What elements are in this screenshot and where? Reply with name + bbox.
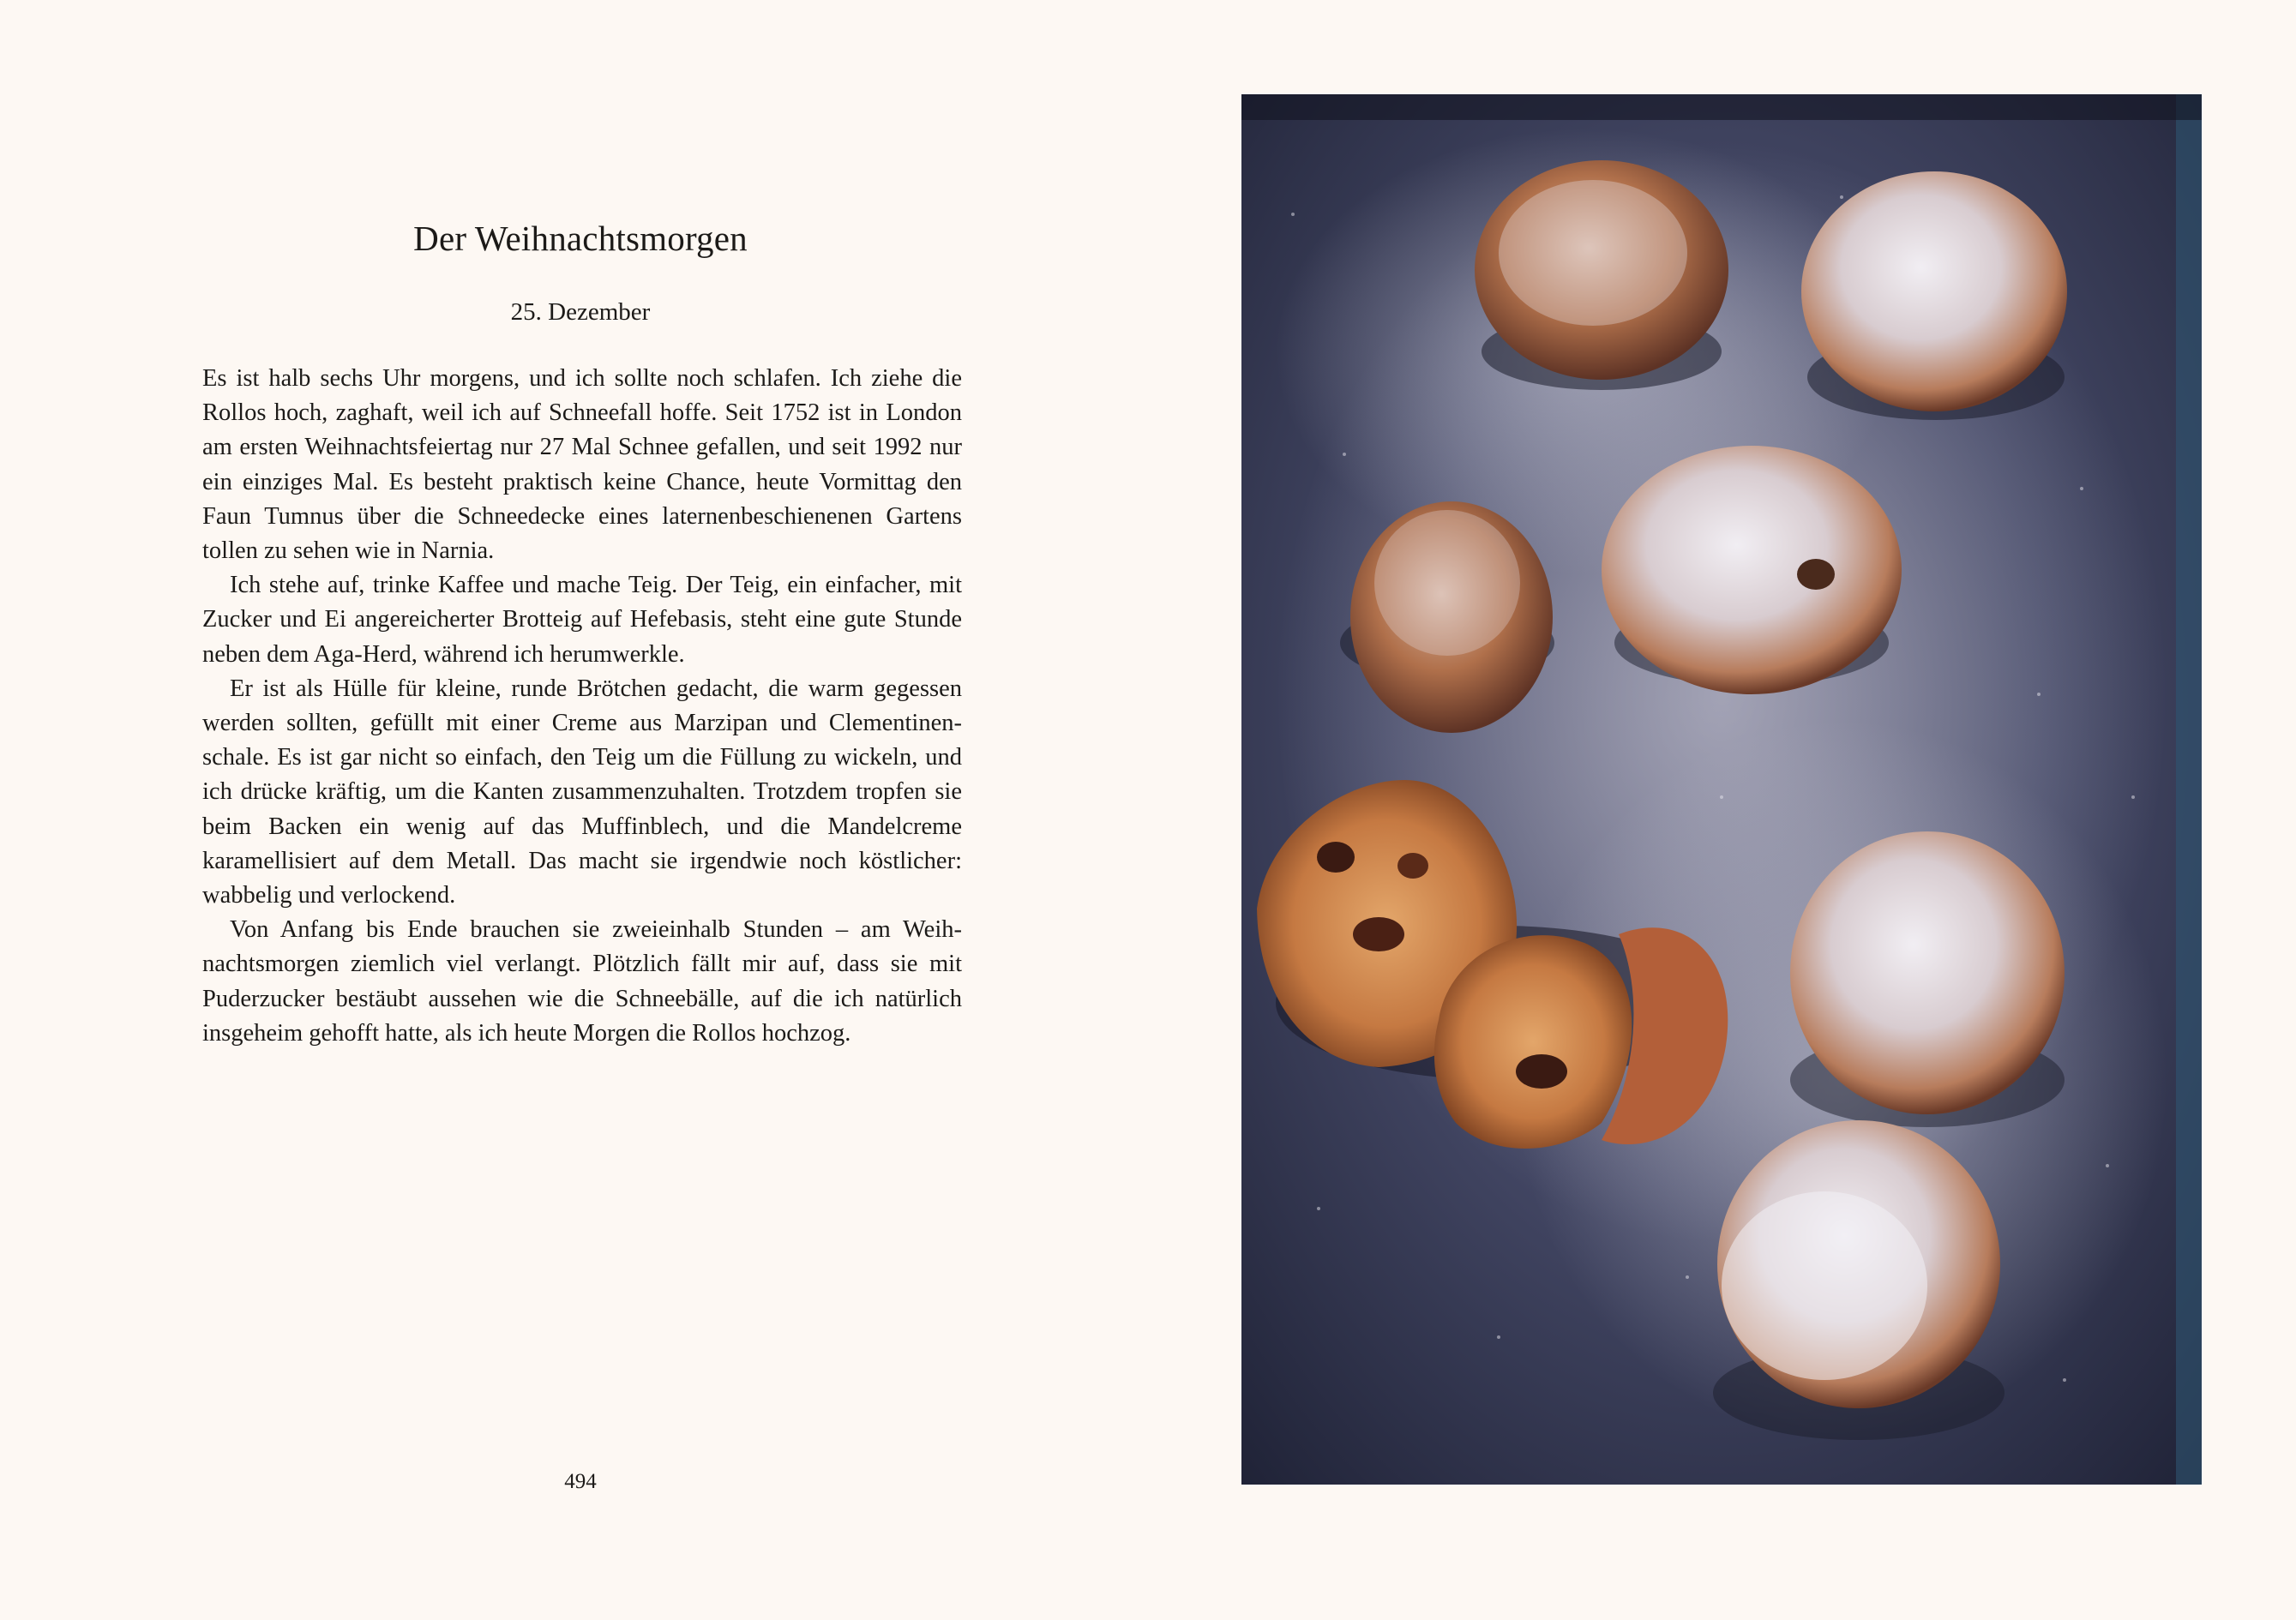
page-number: 494 [564, 1470, 597, 1493]
photo-sugared-buns-icon [1241, 94, 2202, 1485]
paragraph-1: Es ist halb sechs Uhr morgens, und ich sollte noch schlafen. Ich ziehe die Rollos hoch, zaghaft, weil ich auf Schneefall hoffe. Seit 1752 ist in London am ersten Weihnachtsfeiertag nur 27 Mal Schnee gefallen, und seit 1992 nur ein einziges Mal. Es besteht praktisch keine Chance, heute Vormittag den Faun Tumnus über die Schneedecke eines laternenbeschienenen Gartens tollen zu sehen wie in Narnia. [202, 365, 962, 565]
chapter-title: Der Weihnachtsmorgen [413, 219, 748, 258]
paragraph-3: Er ist als Hülle für kleine, runde Brötchen gedacht, die warm gegessen werden sollten, gefüllt mit einer Creme aus Marzipan und Clementinenschale. Es ist gar nicht so einfach, den Teig um die Füllung zu wickeln, und ich drücke kräftig, um die Kanten zusammenzuhalten. Trotzdem tropfen sie beim Backen ein wenig auf das Muffinblech, und die Mandelcreme karamellisiert auf dem Metall. Das macht sie irgendwie noch köstlicher: wabbelig und verlockend. [202, 675, 962, 909]
paragraph-2: Ich stehe auf, trinke Kaffee und mache Teig. Der Teig, ein einfacher, mit Zucker und Ei angereicherter Brotteig auf Hefebasis, steht eine gute Stunde neben dem Aga-Herd, während ich herumwerkle. [202, 572, 962, 668]
body-text [202, 362, 962, 1051]
chapter-date: 25. Dezember [510, 298, 651, 326]
food-photo [1241, 94, 2202, 1485]
paragraph-4: Von Anfang bis Ende brauchen sie zweieinhalb Stunden – am Weihnachtsmorgen ziemlich viel verlangt. Plötzlich fällt mir auf, dass sie mit Puderzucker bestäubt aussehen wie die Schneebälle, auf die ich natürlich insgeheim gehofft hatte, als ich heute Morgen die Rollos hochzog. [202, 916, 962, 1047]
